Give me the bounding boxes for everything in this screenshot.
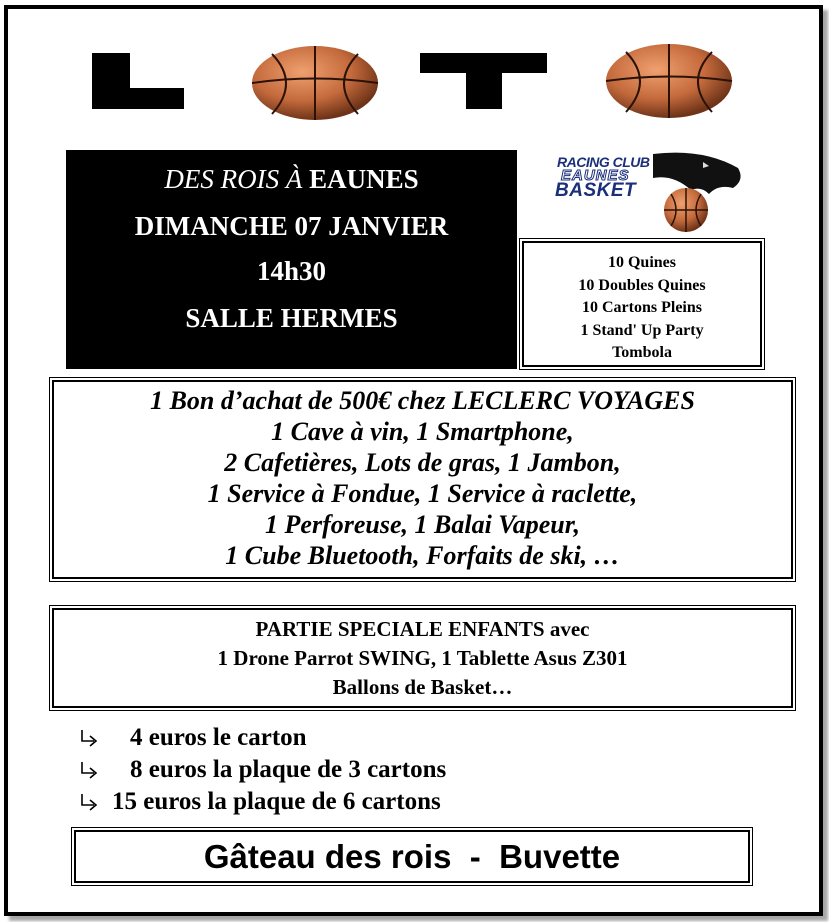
kids-title: PARTIE SPECIALE ENFANTS avec	[255, 617, 590, 641]
kids-prize-line: 1 Drone Parrot SWING, 1 Tablette Asus Z301	[217, 646, 628, 670]
prize-line: 1 Cave à vin, 1 Smartphone,	[271, 417, 574, 446]
price-row	[78, 754, 638, 786]
prizes-box	[52, 380, 793, 579]
event-venue: SALLE HERMES	[185, 303, 398, 333]
basketball-o-icon	[250, 44, 380, 122]
games-item: 1 Stand' Up Party	[580, 321, 704, 339]
letter-t-stem	[466, 53, 502, 109]
event-title-italic: DES ROIS À	[164, 164, 303, 194]
price-text: 8 euros la plaque de 3 cartons	[130, 756, 447, 783]
games-item: 10 Cartons Pleins	[582, 299, 702, 316]
prize-line: 1 Perforeuse, 1 Balai Vapeur,	[265, 510, 580, 539]
price-row	[78, 786, 638, 818]
kids-prize-line: Ballons de Basket…	[332, 675, 513, 699]
price-row	[78, 722, 638, 754]
prize-line: 1 Bon d’achat de 500€ chez LECLERC VOYAGES	[150, 386, 695, 415]
prize-line: 2 Cafetières, Lots de gras, 1 Jambon,	[224, 448, 621, 477]
event-date: DIMANCHE 07 JANVIER	[134, 211, 449, 241]
club-logo-line3: BASKET	[555, 180, 637, 201]
games-item: 10 Quines	[607, 254, 676, 271]
arrow-right-icon	[78, 761, 102, 781]
games-item: Tombola	[612, 344, 672, 361]
footer-banner: Gâteau des rois - Buvette	[74, 830, 750, 883]
club-logo-line1: RACING CLUB	[557, 154, 650, 170]
price-list	[78, 722, 638, 818]
letter-l-base	[92, 88, 184, 109]
games-item: 10 Doubles Quines	[578, 276, 706, 294]
kids-box	[52, 608, 793, 708]
event-time: 14h30	[256, 256, 327, 286]
arrow-right-icon	[78, 729, 102, 749]
event-title-place: EAUNES	[309, 164, 419, 194]
club-logo	[533, 150, 743, 234]
arrow-right-icon	[78, 793, 102, 813]
prize-line: 1 Service à Fondue, 1 Service à raclette,	[207, 479, 638, 508]
price-text: 15 euros la plaque de 6 cartons	[112, 788, 441, 815]
prize-line: 1 Cube Bluetooth, Forfaits de ski, …	[225, 541, 620, 570]
basketball-o-icon-2	[604, 42, 734, 120]
event-title	[66, 164, 517, 194]
price-text: 4 euros le carton	[130, 724, 307, 751]
event-info-box	[66, 150, 517, 369]
games-box	[522, 241, 762, 367]
club-logo-line2: EAUNES	[561, 167, 630, 184]
